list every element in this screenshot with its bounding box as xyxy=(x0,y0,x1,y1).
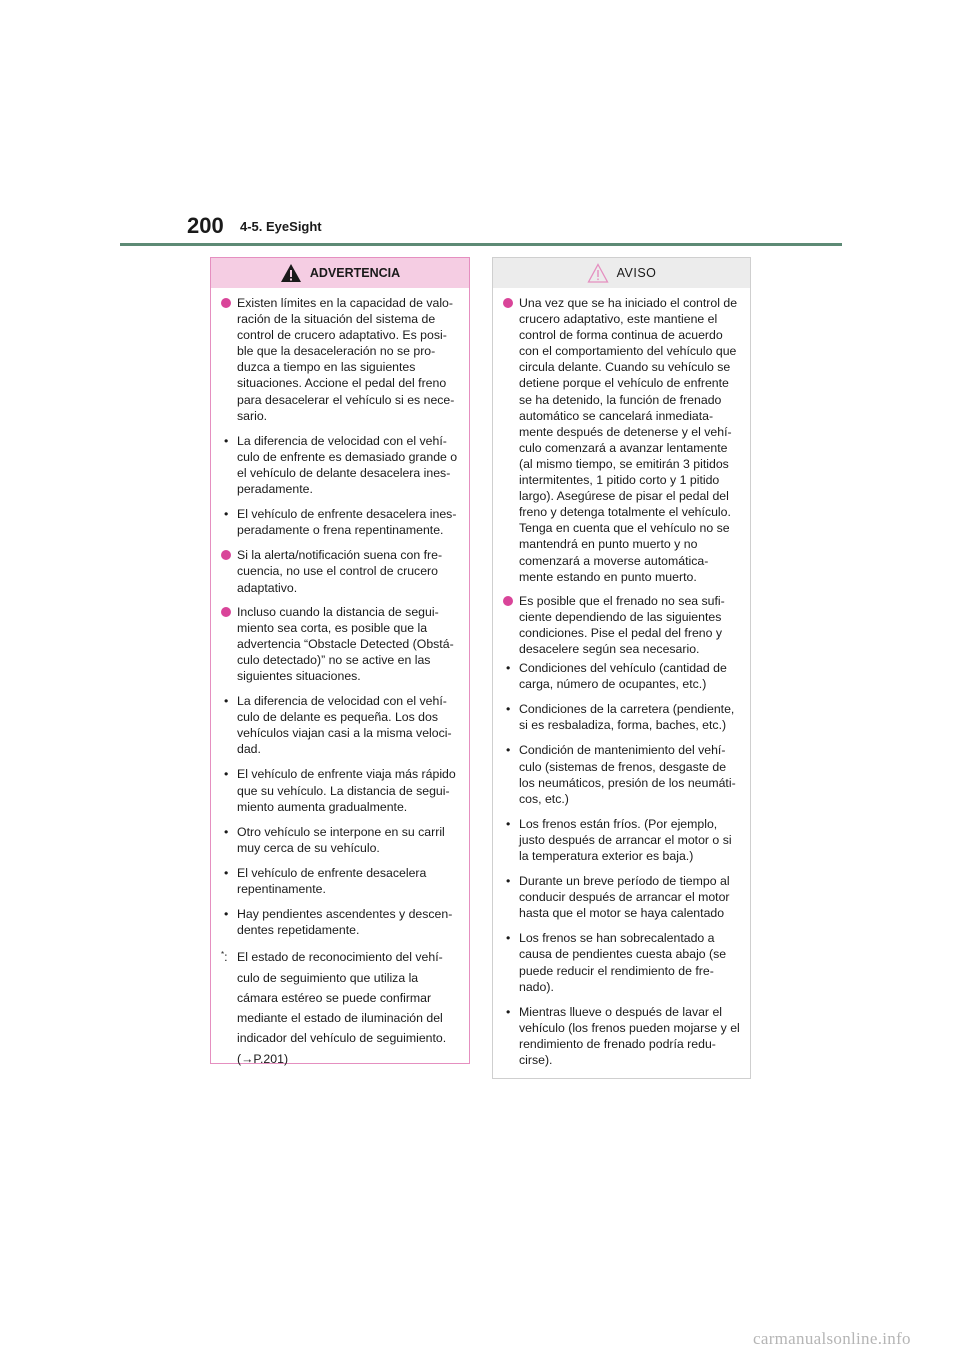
bullet-icon: • xyxy=(224,767,229,782)
notice-header xyxy=(493,258,750,288)
bullet-dot-icon xyxy=(221,550,231,560)
bullet-icon: • xyxy=(506,702,511,717)
page-reference-link[interactable]: (→P.201) xyxy=(237,1051,289,1066)
sub-list-item xyxy=(501,816,742,864)
bullet-icon: • xyxy=(224,907,229,922)
bullet-dot-icon xyxy=(503,298,513,308)
item-text: Los frenos se han sobrecalentado a causa de pendientes cuesta abajo (se puede reducir el rendimiento de fre-nado). xyxy=(519,931,727,994)
item-text: Los frenos están fríos. (Por ejemplo, justo después de arrancar el motor o si la temperatura exterior es baja.) xyxy=(519,816,732,863)
item-text: La diferencia de velocidad con el vehí-culo de delante es pequeña. Los dos vehículos viajan casi a la misma veloci-dad. xyxy=(237,694,452,757)
bullet-icon: • xyxy=(506,874,511,889)
item-text: Existen límites en la capacidad de valo-ración de la situación del sistema de control de crucero adaptativo. Es posi-ble que la desaceleración no se pro-duzca a tiempo en las siguientes situaciones. Accione el pedal del freno para desacelerar el vehículo si es nece-sario. xyxy=(237,296,455,423)
list-item xyxy=(219,604,461,684)
warning-box xyxy=(210,257,470,1064)
footnote-text: El estado de reconocimiento del vehí-culo de seguimiento que utiliza la cámara estéreo se puede confirmar mediante el estado de iluminación del indicador del vehículo de seguimiento. xyxy=(237,950,447,1046)
item-text: Condiciones del vehículo (cantidad de carga, número de ocupantes, etc.) xyxy=(519,661,727,692)
item-text: La diferencia de velocidad con el vehí-culo de enfrente es demasiado grande o el vehículo de delante desacelera ines-peradamente. xyxy=(237,433,458,497)
warning-triangle-icon xyxy=(280,263,302,283)
watermark: carmanualsonline.info xyxy=(753,1329,911,1348)
warning-body xyxy=(211,288,469,1069)
bullet-icon: • xyxy=(224,507,229,522)
sub-list-item xyxy=(219,865,461,897)
item-text: Mientras llueve o después de lavar el vehículo (los frenos pueden mojarse y el rendimiento de frenado podría redu-cirse). xyxy=(519,1004,740,1068)
sub-list-item xyxy=(501,873,742,921)
sub-list-item xyxy=(219,766,461,814)
bullet-icon: • xyxy=(506,661,511,676)
footnote xyxy=(219,947,461,1069)
warning-title: ADVERTENCIA xyxy=(309,266,401,280)
bullet-dot-icon xyxy=(221,298,231,308)
sub-list-item xyxy=(219,693,461,757)
footnote-colon: : xyxy=(224,950,228,965)
sub-list-item xyxy=(501,660,742,692)
sub-list-item xyxy=(501,930,742,994)
item-text: Otro vehículo se interpone en su carril muy cerca de su vehículo. xyxy=(237,824,445,855)
bullet-icon: • xyxy=(224,694,229,709)
item-text: Condición de mantenimiento del vehí-culo (sistemas de frenos, desgaste de los neumáticos, presión de los neumáti-cos, etc.) xyxy=(519,743,736,806)
item-text: Condiciones de la carretera (pendiente, si es resbaladiza, forma, baches, etc.) xyxy=(519,702,735,733)
sub-list-item xyxy=(219,906,461,938)
bullet-dot-icon xyxy=(221,607,231,617)
item-text: Hay pendientes ascendentes y descen-dentes repetidamente. xyxy=(237,907,453,938)
item-text: Durante un breve período de tiempo al conducir después de arrancar el motor hasta que el motor se haya calentado xyxy=(519,874,730,921)
header-rule xyxy=(120,243,842,246)
sub-list-item xyxy=(219,824,461,856)
footnote-mark xyxy=(221,947,228,967)
item-text: Incluso cuando la distancia de segui-miento sea corta, es posible que la advertencia “Obstacle Detected (Obstá-culo detectado)” no se active en las siguientes situaciones. xyxy=(237,604,454,683)
item-text: Es posible que el frenado no sea sufi-ciente dependiendo de las siguientes condiciones. Pise el pedal del freno y desacelere según sea necesario. xyxy=(519,593,725,656)
sub-list-item xyxy=(219,506,461,538)
bullet-icon: • xyxy=(224,824,229,839)
bullet-icon: • xyxy=(224,433,229,448)
bullet-icon: • xyxy=(224,865,229,880)
sub-list-item xyxy=(219,433,461,497)
list-item xyxy=(219,295,461,424)
sub-list-item xyxy=(501,701,742,733)
page-number: 200 xyxy=(187,213,224,238)
caution-triangle-icon xyxy=(587,263,609,283)
bullet-dot-icon xyxy=(503,596,513,606)
bullet-icon: • xyxy=(506,743,511,758)
item-text: El vehículo de enfrente desacelera ines-peradamente o frena repentinamente. xyxy=(237,507,457,538)
sub-list-item xyxy=(501,742,742,806)
item-text: Una vez que se ha iniciado el control de crucero adaptativo, este mantiene el control de forma continua de acuerdo con el comportamiento del vehículo que circula delante. Cuando su vehículo se detiene porque el vehículo de enfrente se ha detenido, la función de frenado automático se cancelará inmediata-mente después de detenerse y el vehí-culo comenzará a avanzar lentamente (al mismo tiempo, se emitirán 3 pitidos intermitentes, 1 pitido corto y 1 pitido largo). Asegúrese de pisar el pedal del freno y detenga totalmente el vehículo. Tenga en cuenta que el vehículo no se mantendrá en punto muerto y no comenzará a moverse automática-mente estando en punto muerto. xyxy=(519,296,738,584)
footnote-asterisk: * xyxy=(221,950,225,960)
warning-header xyxy=(211,258,469,288)
item-text: Si la alerta/notificación suena con fre-cuencia, no use el control de crucero adaptativo. xyxy=(237,548,443,595)
item-text: El vehículo de enfrente viaja más rápido que su vehículo. La distancia de segui-miento aumenta gradualmente. xyxy=(237,767,456,814)
bullet-icon: • xyxy=(506,816,511,831)
notice-body xyxy=(493,288,750,1068)
notice-title: AVISO xyxy=(616,266,657,280)
notice-box xyxy=(492,257,751,1079)
item-text: El vehículo de enfrente desacelera repentinamente. xyxy=(237,865,427,896)
sub-list-item xyxy=(501,1004,742,1068)
list-item xyxy=(219,547,461,595)
list-item xyxy=(501,593,742,657)
section-title: 4-5. EyeSight xyxy=(240,219,322,234)
bullet-icon: • xyxy=(506,1004,511,1019)
list-item xyxy=(501,295,742,585)
bullet-icon: • xyxy=(506,931,511,946)
